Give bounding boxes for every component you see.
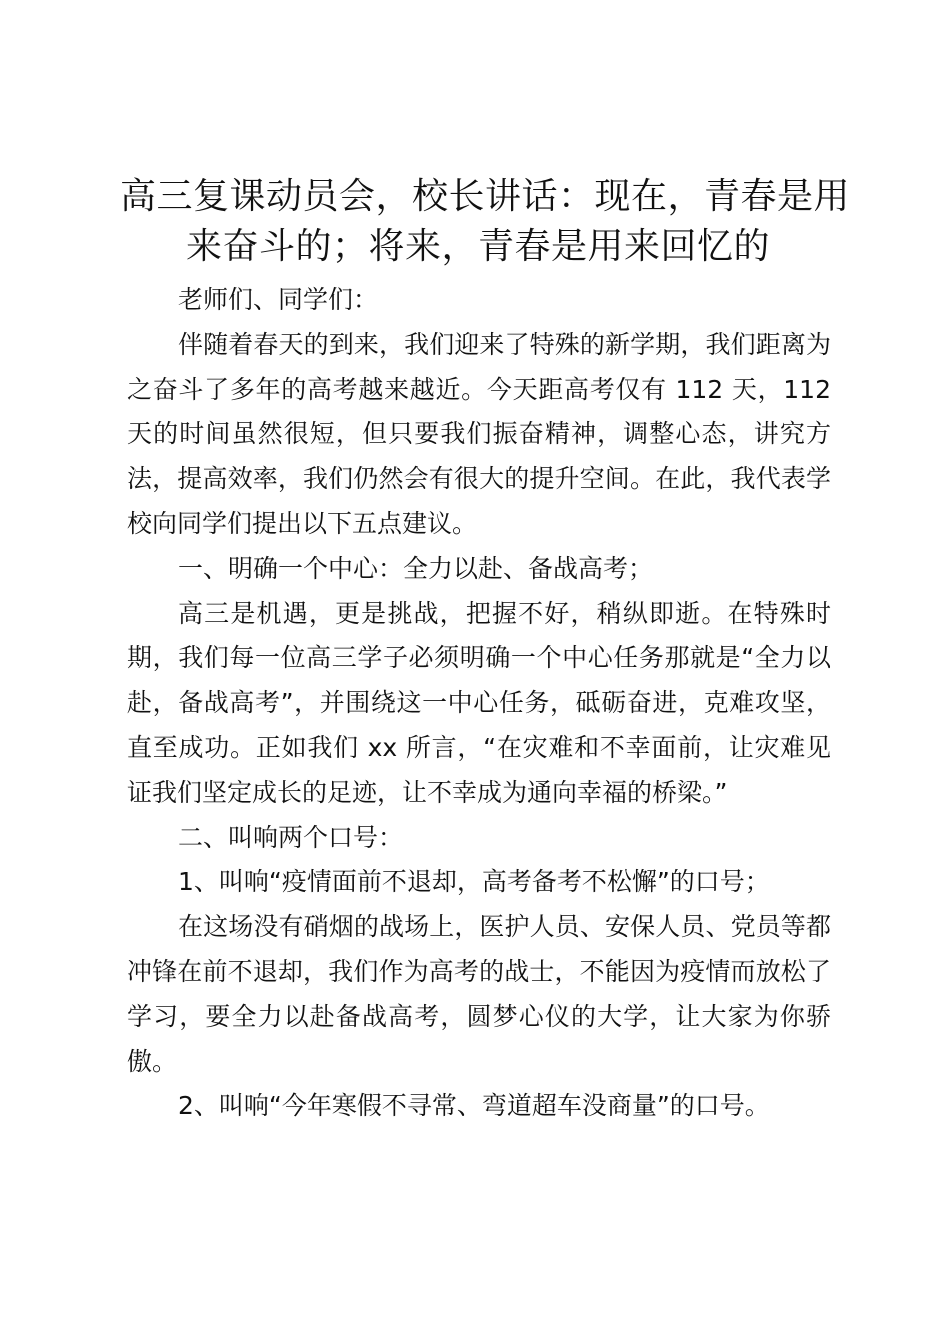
subheading-2-2: 2、叫响“今年寒假不寻常、弯道超车没商量”的口号。 [178,1091,770,1121]
section-heading-1: 一、明确一个中心：全力以赴、备战高考； [178,553,654,583]
document-body [127,278,831,1129]
paragraph-intro: 伴随着春天的到来，我们迎来了特殊的新学期，我们距离为之奋斗了多年的高考越来越近。今天距高考仅有 112 天，112 天的时间虽然很短，但只要我们振奋精神，调整心态，讲究方法，提高效率，我们仍然会有很大的提升空间。在此，我代表学校向同学们提出以下五点建议。 [127,329,831,538]
paragraph-section-2-1: 在这场没有硝烟的战场上，医护人员、安保人员、党员等都冲锋在前不退却，我们作为高考的战士，不能因为疫情而放松了学习，要全力以赴备战高考，圆梦心仪的大学，让大家为你骄傲。 [127,912,831,1076]
title-line-1: 高三复课动员会，校长讲话：现在，青春是用 [120,176,851,217]
document-title [120,172,851,272]
section-heading-2: 二、叫响两个口号： [178,822,404,852]
title-line-2: 来奋斗的；将来，青春是用来回忆的 [185,226,770,267]
salutation: 老师们、同学们： [178,285,379,314]
paragraph-section-1: 高三是机遇，更是挑战，把握不好，稍纵即逝。在特殊时期，我们每一位高三学子必须明确一个中心任务那就是“全力以赴，备战高考”，并围绕这一中心任务，砥砺奋进，克难攻坚，直至成功。正如我们 xx 所言，“在灾难和不幸面前，让灾难见证我们坚定成长的足迹，让不幸成为通向幸福的桥梁。” [127,598,831,807]
subheading-2-1: 1、叫响“疫情面前不退却，高考备考不松懈”的口号； [178,867,770,897]
